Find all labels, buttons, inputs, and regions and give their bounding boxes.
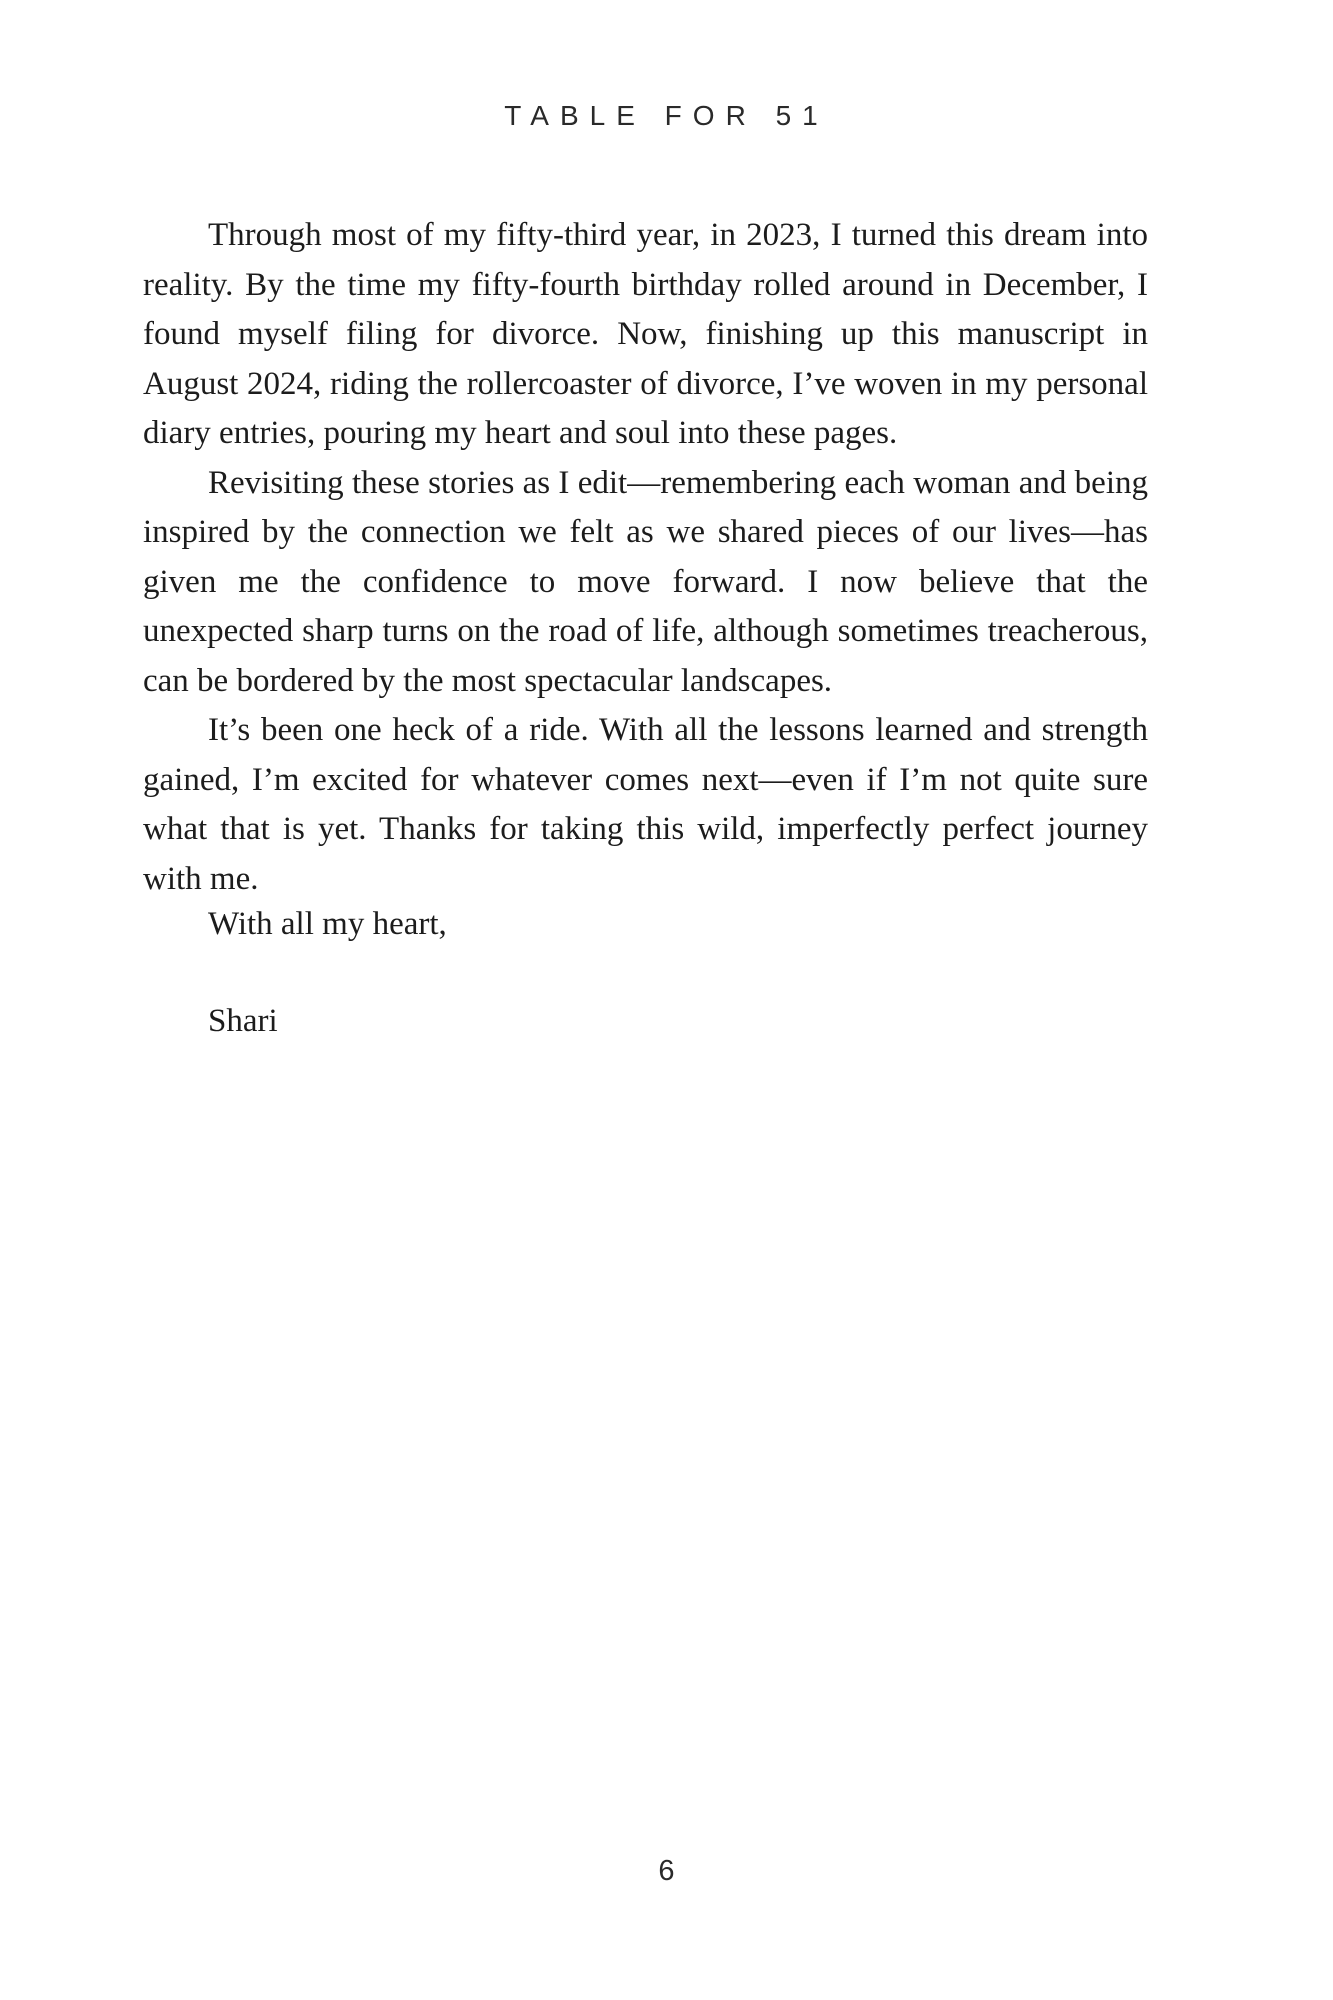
paragraph: Through most of my fifty-third year, in 2023, I turned this dream into reality. By the time my fifty-fourth birthday rolled around in December, I found myself filing for divorce. Now, finishing up this manuscript in August 2024, riding the rollercoaster of divorce, I’ve woven in my personal diary entries, pouring my heart and soul into these pages. bbox=[143, 217, 1148, 451]
page-number: 6 bbox=[658, 1855, 675, 1887]
closing-salutation: With all my heart, bbox=[208, 906, 447, 942]
body-text bbox=[143, 211, 1148, 904]
running-head-title: TABLE FOR 51 bbox=[504, 100, 829, 131]
signature: Shari bbox=[208, 1003, 278, 1039]
paragraph: It’s been one heck of a ride. With all the lessons learned and strength gained, I’m excited for whatever comes next—even if I’m not quite sure what that is yet. Thanks for taking this wild, imperfectly perfect journey with me. bbox=[143, 712, 1148, 897]
paragraph: Revisiting these stories as I edit—remembering each woman and being inspired by the connection we felt as we shared pieces of our lives—has given me the confidence to move forward. I now believe that the unexpected sharp turns on the road of life, although sometimes treacherous, can be bordered by the most spectacular landscapes. bbox=[143, 464, 1148, 699]
